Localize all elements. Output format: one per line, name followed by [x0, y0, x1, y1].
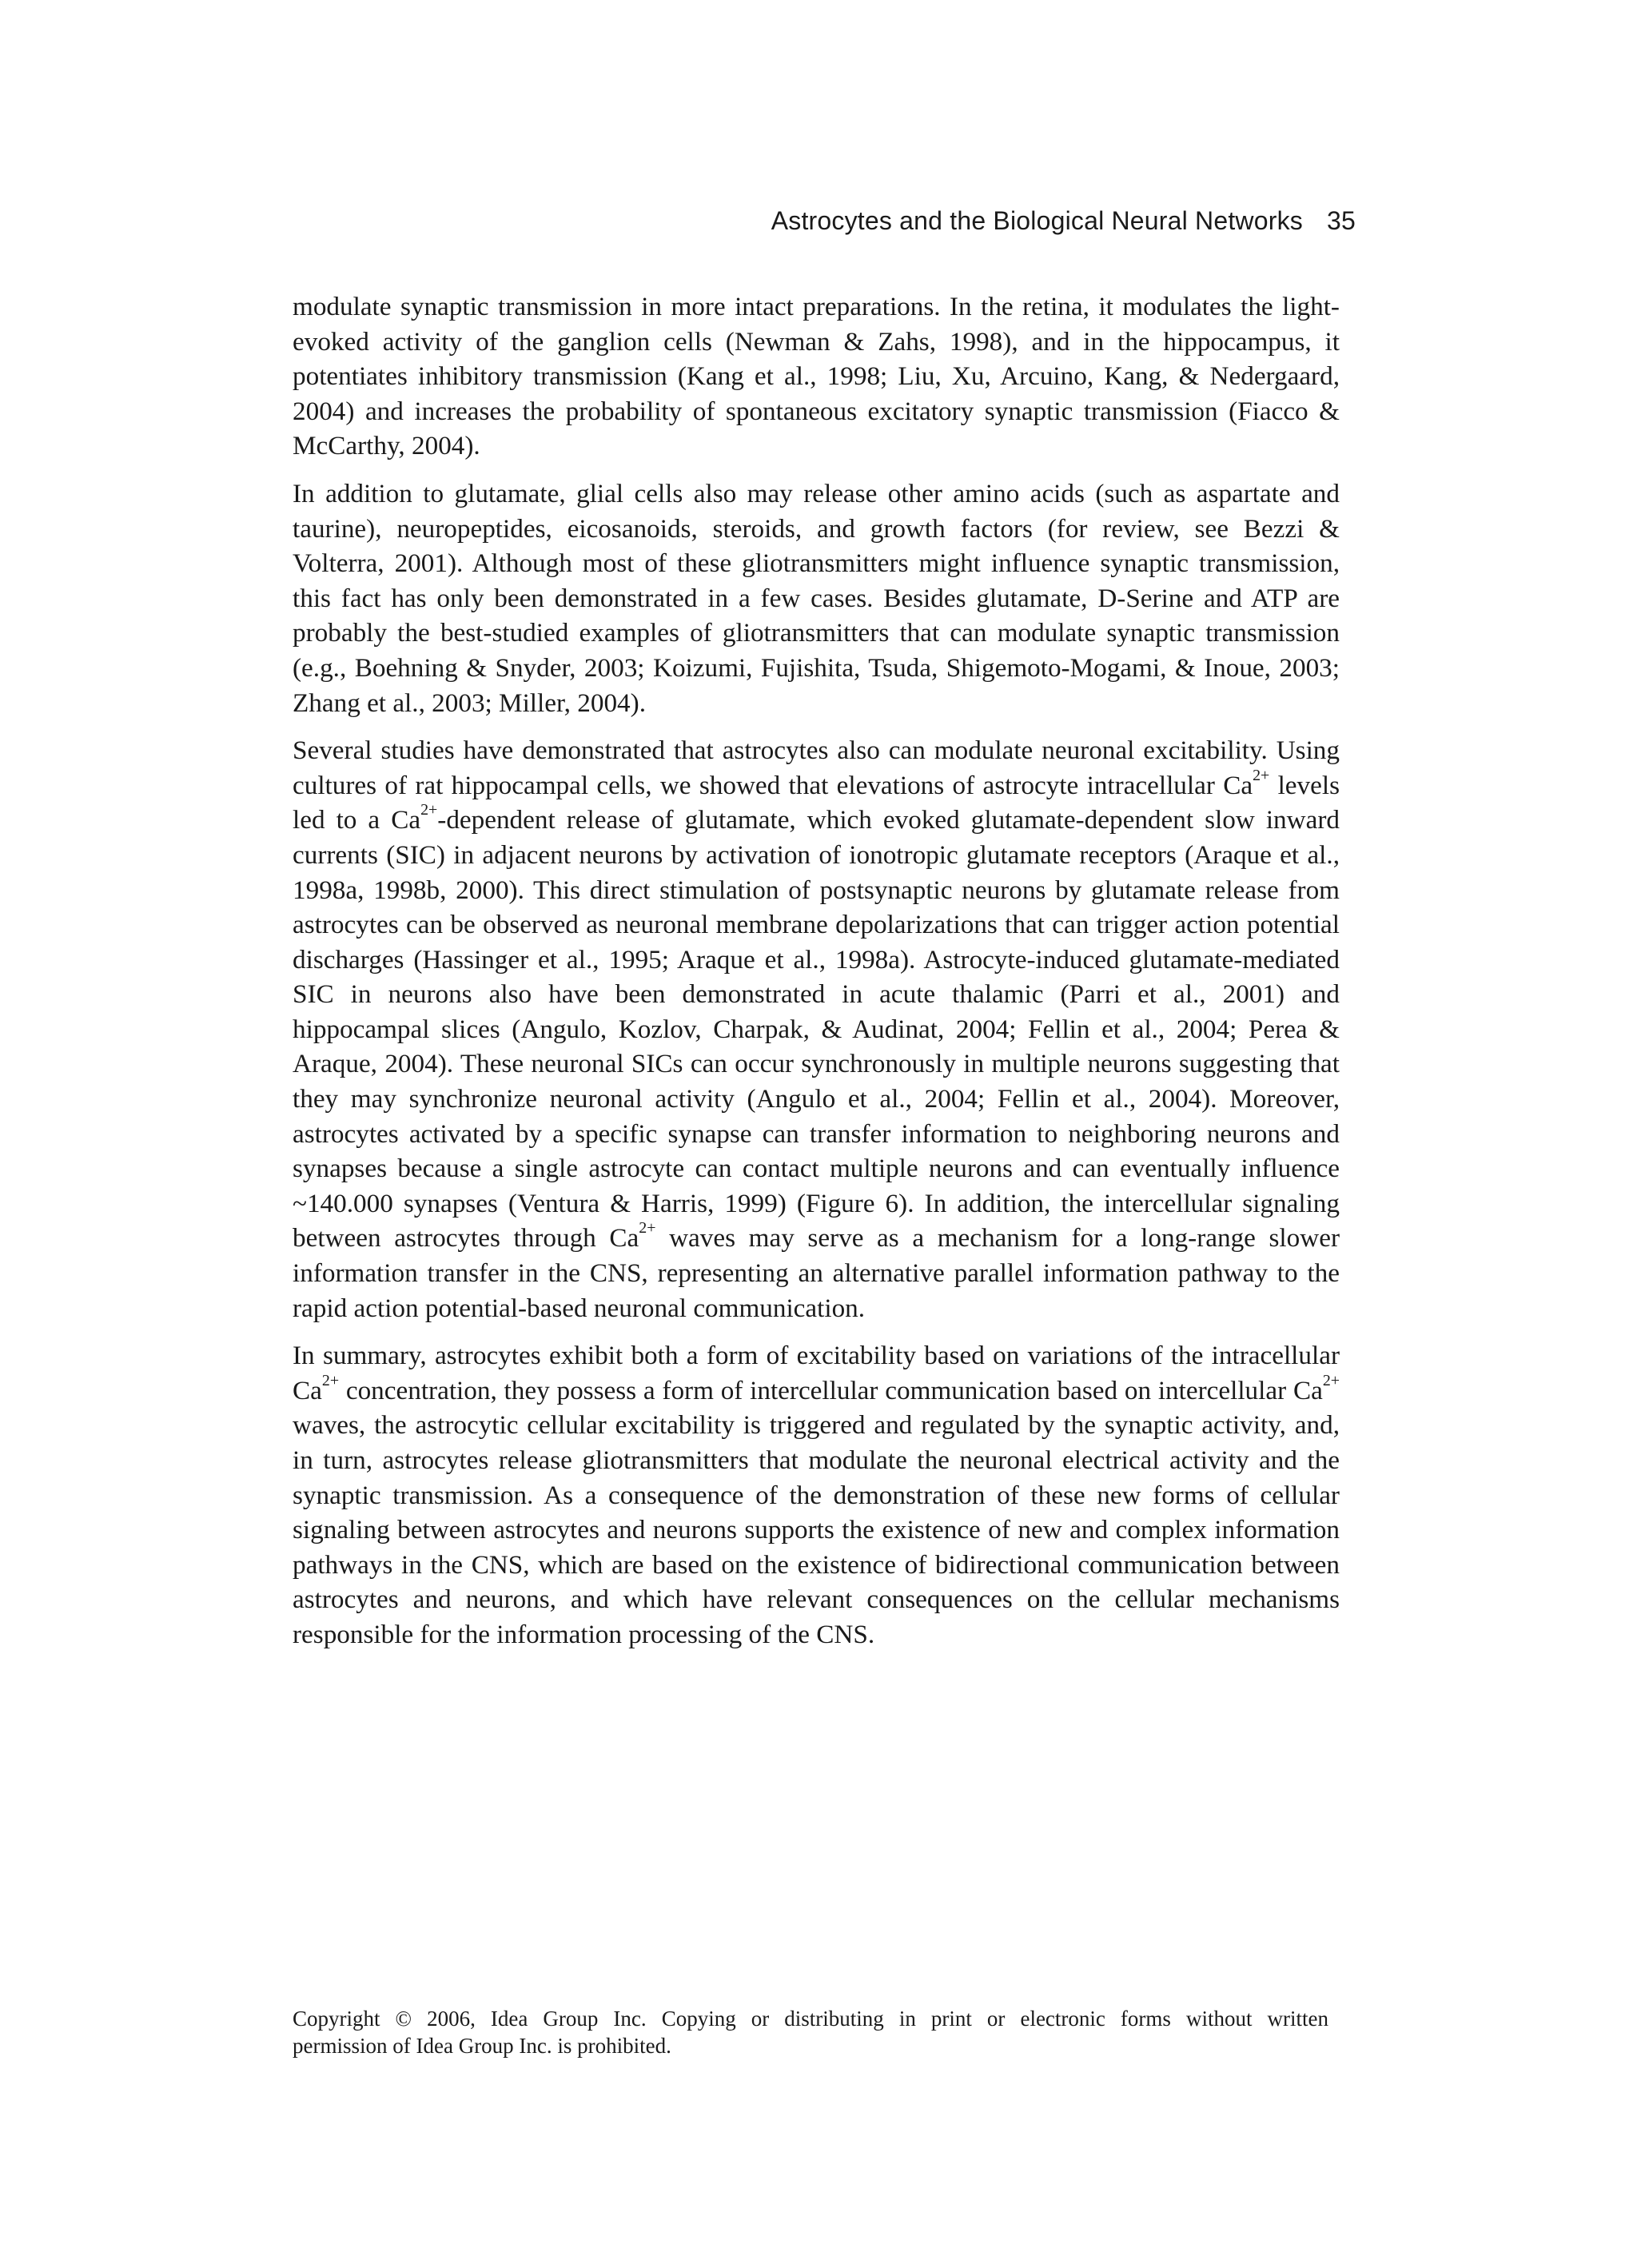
paragraph-3 [293, 733, 1340, 1325]
paragraph-4 [293, 1338, 1340, 1652]
paragraph-text: In summary, astrocytes exhibit both a form of excitability based on variations of the intracellular Ca [293, 1341, 1340, 1405]
body-text [293, 289, 1340, 1665]
copyright-line-2: permission of Idea Group Inc. is prohibited. [293, 2034, 671, 2058]
superscript: 2+ [1253, 766, 1270, 784]
running-head [771, 206, 1356, 236]
page-number: 35 [1327, 206, 1356, 235]
superscript: 2+ [639, 1219, 656, 1238]
superscript: 2+ [321, 1371, 340, 1389]
superscript: 2+ [1322, 1371, 1340, 1389]
running-title: Astrocytes and the Biological Neural Networks [771, 206, 1303, 235]
paragraph-text: Several studies have demonstrated that astrocytes also can modulate neuronal excitability. Using cultures of rat hippocampal cells, we showed that elevations of astrocyte intracellular Ca [293, 735, 1340, 800]
copyright-line-1: Copyright © 2006, Idea Group Inc. Copying or distributing in print or electronic forms without written [293, 2007, 1328, 2031]
paragraph-text: modulate synaptic transmission in more intact preparations. In the retina, it modulates the light-evoked activity of the ganglion cells (Newman & Zahs, 1998), and in the hippocampus, it potentiates inhibitory transmission (Kang et al., 1998; Liu, Xu, Arcuino, Kang, & Nedergaard, 2004) and increases the probability of spontaneous excitatory synaptic transmission (Fiacco & McCarthy, 2004). [293, 292, 1340, 461]
superscript: 2+ [420, 801, 438, 819]
paragraph-text: waves, the astrocytic cellular excitability is triggered and regulated by the synaptic activity, and, in turn, astrocytes release gliotransmitters that modulate the neuronal electrical activity and the synaptic transmission. As a consequence of the demonstration of these new forms of cellular signaling between astrocytes and neurons supports the existence of new and complex information pathways in the CNS, which are based on the existence of bidirectional communication between astrocytes and neurons, and which have relevant consequences on the cellular mechanisms responsible for the information processing of the CNS. [293, 1410, 1340, 1649]
paragraph-text: waves may serve as a mechanism for a long-range slower information transfer in the CNS, representing an alternative parallel information pathway to the rapid action potential-based neuronal communication. [293, 1223, 1340, 1323]
copyright-footer [293, 2005, 1328, 2059]
paragraph-2 [293, 476, 1340, 720]
paragraph-text: In addition to glutamate, glial cells also may release other amino acids (such as aspartate and taurine), neuropeptides, eicosanoids, steroids, and growth factors (for review, see Bezzi & Volterra, 2001). Although most of these gliotransmitters might influence synaptic transmission, this fact has only been demonstrated in a few cases. Besides glutamate, D-Serine and ATP are probably the best-studied examples of gliotransmitters that can modulate synaptic transmission (e.g., Boehning & Snyder, 2003; Koizumi, Fujishita, Tsuda, Shigemoto-Mogami, & Inoue, 2003; Zhang et al., 2003; Miller, 2004). [293, 478, 1340, 718]
paragraph-text: -dependent release of glutamate, which evoked glutamate-dependent slow inward currents (SIC) in adjacent neurons by activation of ionotropic glutamate receptors (Araque et al., 1998a, 1998b, 2000). This direct stimulation of postsynaptic neurons by glutamate release from astrocytes can be observed as neuronal membrane depolarizations that can trigger action potential discharges (Hassinger et al., 1995; Araque et al., 1998a). Astrocyte-induced glutamate-mediated SIC in neurons also have been demonstrated in acute thalamic (Parri et al., 2001) and hippocampal slices (Angulo, Kozlov, Charpak, & Audinat, 2004; Fellin et al., 2004; Perea & Araque, 2004). These neuronal SICs can occur synchronously in multiple neurons suggesting that they may synchronize neuronal activity (Angulo et al., 2004; Fellin et al., 2004). Moreover, astrocytes activated by a specific synapse can transfer information to neighboring neurons and synapses because a single astrocyte can contact multiple neurons and can eventually influence ~140.000 synapses (Ventura & Harris, 1999) (Figure 6). In addition, the intercellular signaling between astrocytes through Ca [293, 805, 1340, 1254]
paragraph-1 [293, 289, 1340, 464]
paragraph-text: concentration, they possess a form of intercellular communication based on intercellular Ca [339, 1375, 1323, 1405]
paragraph-text: levels led to a Ca [293, 770, 1340, 835]
